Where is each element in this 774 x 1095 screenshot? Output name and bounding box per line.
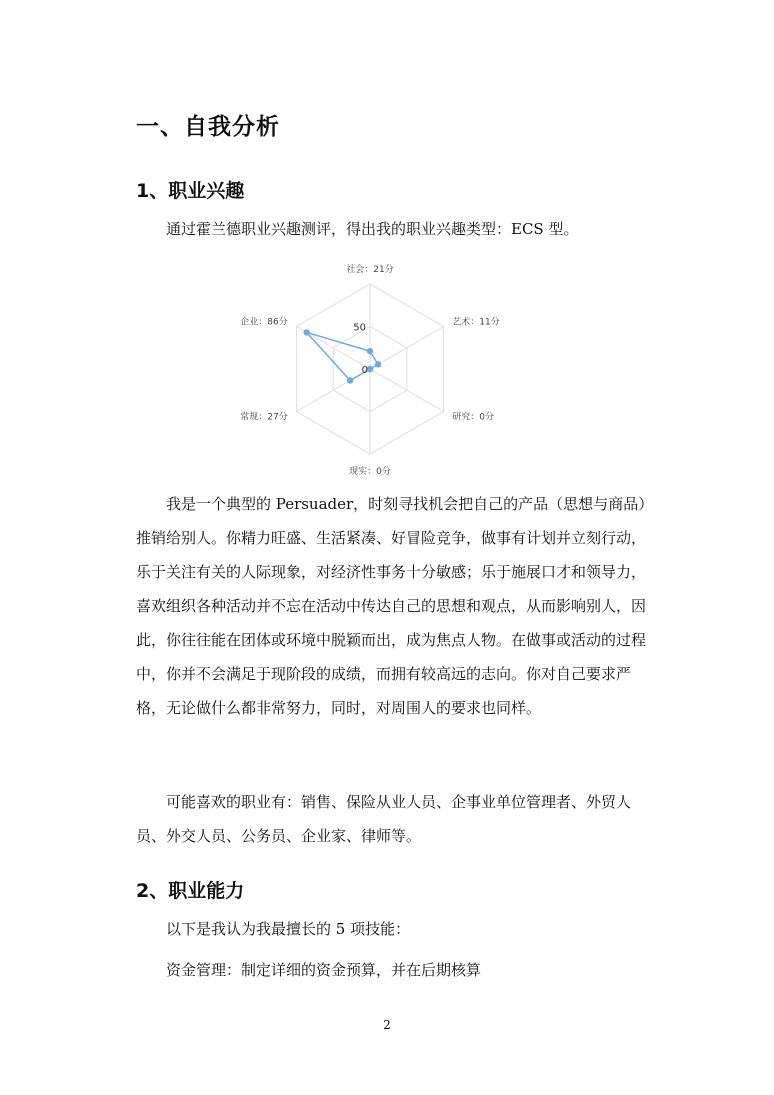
axis-label-现实: 现实：0分	[349, 467, 391, 477]
section-title: 一、自我分析	[136, 114, 280, 140]
tick-label-50: 50	[353, 322, 366, 334]
axis-label-常规: 常规：27分	[240, 412, 288, 423]
holland-radar-chart	[220, 258, 550, 484]
axis-label-艺术: 艺术：11分	[452, 317, 500, 328]
interest-heading: 1、职业兴趣	[136, 180, 245, 202]
data-point-企业	[303, 329, 309, 335]
interest-careers: 可能喜欢的职业有：销售、保险从业人员、企事业单位管理者、外贸人员、外交人员、公务员、企业家、律师等。	[136, 793, 632, 845]
axis-label-社会: 社会：21分	[346, 265, 394, 275]
interest-intro: 通过霍兰德职业兴趣测评，得出我的职业兴趣类型：ECS 型。	[166, 220, 579, 238]
data-point-艺术	[375, 361, 381, 367]
tick-label-0: 0	[361, 365, 368, 376]
axis-label-企业: 企业：86分	[240, 317, 288, 328]
axis-label-研究: 研究：0分	[452, 412, 495, 423]
data-point-社会	[367, 348, 373, 354]
ability-intro: 以下是我认为我最擅长的 5 项技能：	[166, 920, 411, 938]
data-point-常规	[347, 377, 353, 383]
ability-item-1: 资金管理：制定详细的资金预算，并在后期核算	[166, 961, 482, 979]
page-number: 2	[383, 1018, 391, 1032]
ability-heading: 2、职业能力	[136, 880, 245, 902]
interest-description: 我是一个典型的 Persuader，时刻寻找机会把自己的产品（思想与商品）推销给别人。你精力旺盛、生活紧凑、好冒险竞争，做事有计划并立刻行动，乐于关注有关的人际现象，对经济性事务十分敏感；乐于施展口才和领导力，喜欢组织各种活动并不忘在活动中传达自己的思想和观点，从而影响别人，因此，你往往能在团体或环境中脱颖而出，成为焦点人物。在做事或活动的过程中，你并不会满足于现阶段的成绩，而拥有较高远的志向。你对自己要求严格，无论做什么都非常努力，同时，对周围人的要求也同样。	[136, 495, 654, 717]
